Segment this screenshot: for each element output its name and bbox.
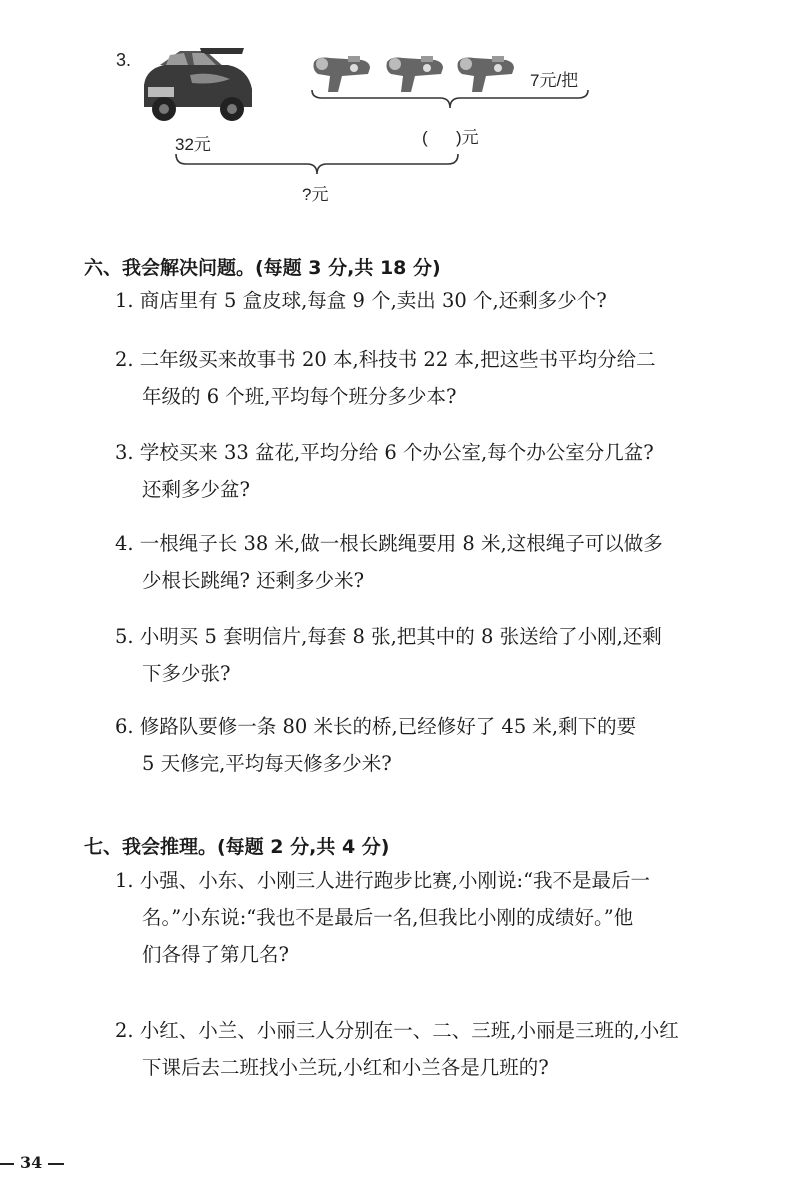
problem-line: 5. 小明买 5 套明信片,每套 8 张,把其中的 8 张送给了小刚,还剩 xyxy=(115,625,662,648)
grand-total-brace xyxy=(172,152,462,180)
section-6-problem-3 xyxy=(115,434,785,508)
car-price-label: 32元 xyxy=(175,135,211,154)
toy-car-image xyxy=(140,45,258,127)
problem-line: 还剩多少盆? xyxy=(142,478,250,501)
section-7-problem-2 xyxy=(115,1012,785,1086)
section-7-problem-1 xyxy=(115,862,785,973)
page-number-rule-left xyxy=(0,1163,14,1165)
section-7-title: 七、我会推理。(每题 2 分,共 4 分) xyxy=(84,836,390,858)
problem-line: 2. 二年级买来故事书 20 本,科技书 22 本,把这些书平均分给二 xyxy=(115,348,656,371)
section-6-problem-5 xyxy=(115,618,785,692)
problem-line: 1. 商店里有 5 盒皮球,每盒 9 个,卖出 30 个,还剩多少个? xyxy=(115,289,607,312)
gun-total-blank: ( )元 xyxy=(422,128,479,147)
section-6-problem-1 xyxy=(115,282,785,319)
problem-line: 1. 小强、小东、小刚三人进行跑步比赛,小刚说:“我不是最后一 xyxy=(115,869,651,892)
problem-line: 5 天修完,平均每天修多少米? xyxy=(142,752,392,775)
problem-line: 下多少张? xyxy=(142,662,231,685)
problem-line: 3. 学校买来 33 盆花,平均分给 6 个办公室,每个办公室分几盆? xyxy=(115,441,654,464)
problem-line: 少根长跳绳? 还剩多少米? xyxy=(142,569,365,592)
problem-line: 2. 小红、小兰、小丽三人分别在一、二、三班,小丽是三班的,小红 xyxy=(115,1019,679,1042)
problem-line: 们各得了第几名? xyxy=(142,943,289,966)
section-6-problem-4 xyxy=(115,525,785,599)
problem-line: 下课后去二班找小兰玩,小红和小兰各是几班的? xyxy=(142,1056,549,1079)
figure-number: 3. xyxy=(116,50,132,70)
problem-line: 4. 一根绳子长 38 米,做一根长跳绳要用 8 米,这根绳子可以做多 xyxy=(115,532,663,555)
problem-line: 年级的 6 个班,平均每个班分多少本? xyxy=(142,385,457,408)
grand-total-label: ?元 xyxy=(302,185,329,204)
section-6-problem-2 xyxy=(115,341,785,415)
section-6-title: 六、我会解决问题。(每题 3 分,共 18 分) xyxy=(84,257,441,279)
problem-line: 名。”小东说:“我也不是最后一名,但我比小刚的成绩好。”他 xyxy=(142,906,634,929)
gun-total-brace xyxy=(308,88,592,114)
page-number: 34 xyxy=(20,1153,43,1172)
problem-line: 6. 修路队要修一条 80 米长的桥,已经修好了 45 米,剩下的要 xyxy=(115,715,637,738)
page-number-rule-right xyxy=(48,1163,64,1165)
section-6-problem-6 xyxy=(115,708,785,782)
gun-price-label: 7元/把 xyxy=(530,71,579,90)
